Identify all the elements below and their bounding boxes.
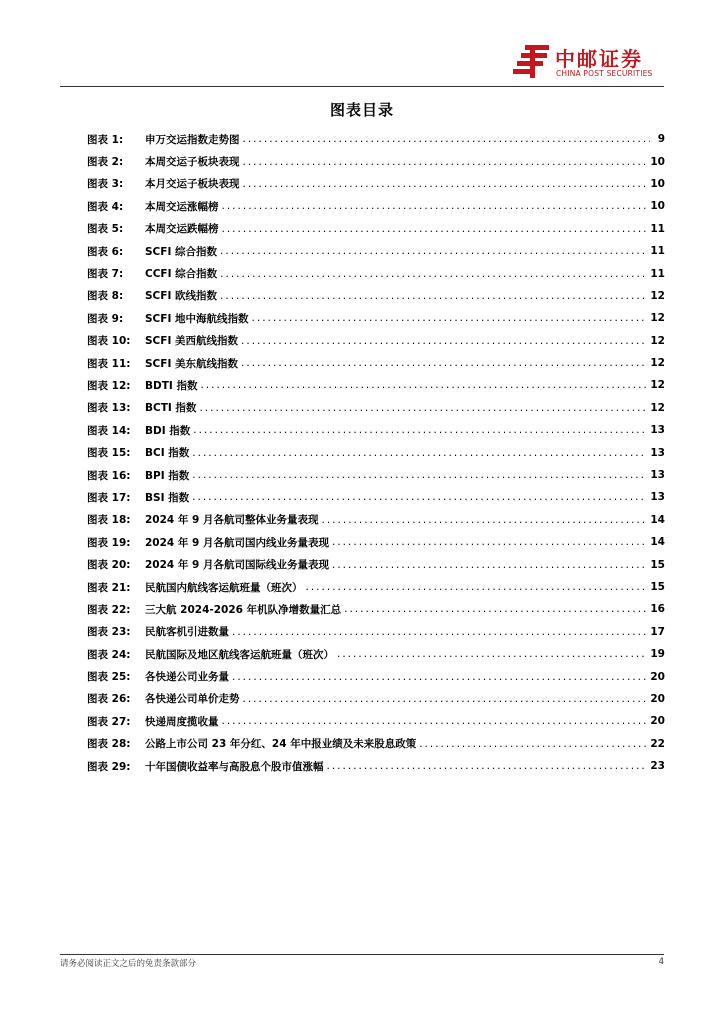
toc-label: 图表 17: — [87, 491, 131, 504]
toc-label: 图表 9: — [87, 312, 124, 325]
toc-page: 11 — [650, 245, 665, 258]
china-post-logo-icon — [513, 42, 551, 80]
toc-page: 20 — [650, 715, 665, 728]
toc-entry[interactable] — [87, 352, 665, 374]
toc-page: 13 — [650, 424, 665, 437]
toc-page: 12 — [650, 357, 665, 370]
toc-title: BDTI 指数 — [145, 379, 198, 392]
toc-leader — [243, 178, 648, 190]
toc-label: 图表 16: — [87, 469, 131, 482]
toc-title: 三大航 2024-2026 年机队净增数量汇总 — [145, 603, 342, 616]
toc-title: 申万交运指数走势图 — [145, 133, 240, 146]
toc-label: 图表 6: — [87, 245, 124, 258]
toc-entry[interactable] — [87, 374, 665, 396]
toc-leader — [222, 223, 648, 235]
toc-entry[interactable] — [87, 441, 665, 463]
toc-leader — [241, 357, 647, 369]
toc-title: 本周交运跌幅榜 — [145, 223, 219, 236]
toc-label: 图表 10: — [87, 335, 131, 348]
toc-leader — [243, 693, 648, 705]
toc-label: 图表 20: — [87, 559, 131, 572]
footer-divider — [60, 954, 664, 955]
toc-page: 10 — [650, 155, 665, 168]
toc-leader — [220, 290, 647, 302]
toc-label: 图表 12: — [87, 379, 131, 392]
toc-title: CCFI 综合指数 — [145, 268, 218, 281]
toc-page: 13 — [650, 469, 665, 482]
toc-leader — [332, 559, 647, 571]
toc-page: 20 — [650, 670, 665, 683]
toc-entry[interactable] — [87, 128, 665, 150]
toc-entry[interactable] — [87, 576, 665, 598]
toc-title: SCFI 美西航线指数 — [145, 335, 239, 348]
toc-entry[interactable] — [87, 598, 665, 620]
toc-title: SCFI 欧线指数 — [145, 290, 218, 303]
toc-label: 图表 14: — [87, 424, 131, 437]
toc-title: 2024 年 9 月各航司整体业务量表现 — [145, 514, 319, 527]
company-logo — [513, 42, 673, 82]
toc-entry[interactable] — [87, 330, 665, 352]
toc-page: 13 — [650, 446, 665, 459]
toc-title: BCI 指数 — [145, 447, 190, 460]
toc-label: 图表 18: — [87, 514, 131, 527]
page-title: 图表目录 — [329, 101, 394, 119]
toc-page: 20 — [650, 692, 665, 705]
toc-page: 11 — [650, 222, 665, 235]
toc-page: 17 — [650, 625, 665, 638]
toc-page: 12 — [650, 401, 665, 414]
toc-title: 民航国际及地区航线客运航班量（班次） — [145, 648, 334, 661]
toc-title: 2024 年 9 月各航司国际线业务量表现 — [145, 559, 329, 572]
toc-leader — [327, 760, 648, 772]
toc-label: 图表 19: — [87, 536, 131, 549]
toc-leader — [243, 133, 651, 145]
toc-page: 15 — [650, 581, 665, 593]
toc-title: 本周交运涨幅榜 — [145, 200, 219, 213]
toc-leader — [344, 603, 647, 615]
toc-leader — [241, 335, 647, 347]
toc-entry[interactable] — [87, 553, 665, 575]
toc-leader — [222, 200, 648, 212]
toc-entry[interactable] — [87, 195, 665, 217]
toc-page: 10 — [650, 177, 665, 190]
toc-leader — [192, 469, 647, 481]
toc-title: 各快递公司单价走势 — [145, 693, 240, 706]
toc-entry[interactable] — [87, 710, 665, 732]
toc-leader — [243, 156, 648, 168]
toc-label: 图表 15: — [87, 447, 131, 460]
toc-title: BSI 指数 — [145, 491, 190, 504]
toc-page: 11 — [650, 267, 665, 280]
toc-title: BDI 指数 — [145, 424, 191, 437]
toc-label: 图表 1: — [87, 133, 124, 146]
toc-page: 12 — [650, 334, 665, 347]
toc-entry[interactable] — [87, 486, 665, 508]
table-of-figures — [87, 128, 665, 777]
toc-page: 16 — [650, 603, 665, 616]
toc-entry[interactable] — [87, 419, 665, 441]
logo-english-name: CHINA POST SECURITIES — [556, 69, 653, 78]
toc-page: 15 — [650, 558, 665, 571]
toc-entry[interactable] — [87, 285, 665, 307]
toc-label: 图表 2: — [87, 156, 124, 169]
toc-title: SCFI 地中海航线指数 — [145, 312, 249, 325]
toc-page: 23 — [650, 760, 665, 773]
toc-leader — [222, 715, 648, 727]
toc-label: 图表 23: — [87, 626, 131, 639]
toc-entry[interactable] — [87, 307, 665, 329]
toc-leader — [192, 447, 647, 459]
toc-leader — [232, 671, 647, 683]
toc-page: 19 — [650, 648, 665, 661]
toc-label: 图表 29: — [87, 760, 131, 773]
toc-entry[interactable] — [87, 509, 665, 531]
toc-label: 图表 5: — [87, 223, 124, 236]
toc-leader — [332, 536, 647, 548]
toc-leader — [200, 379, 647, 391]
toc-title: 各快递公司业务量 — [145, 671, 229, 684]
toc-entry[interactable] — [87, 665, 665, 687]
toc-title: 快递周度揽收量 — [145, 715, 219, 728]
toc-leader — [337, 648, 647, 660]
toc-leader — [220, 245, 647, 257]
toc-label: 图表 7: — [87, 268, 124, 281]
toc-entry[interactable] — [87, 755, 665, 777]
toc-entry[interactable] — [87, 218, 665, 240]
toc-label: 图表 22: — [87, 603, 131, 616]
toc-leader — [220, 268, 647, 280]
toc-page: 22 — [650, 737, 665, 750]
toc-page: 12 — [650, 289, 665, 302]
toc-label: 图表 27: — [87, 715, 131, 728]
toc-page: 14 — [650, 513, 665, 526]
toc-label: 图表 26: — [87, 693, 131, 706]
toc-label: 图表 3: — [87, 178, 124, 191]
toc-label: 图表 28: — [87, 738, 131, 751]
toc-title: 民航国内航线客运航班量（班次） — [145, 581, 303, 594]
toc-page: 12 — [650, 379, 665, 392]
toc-entry[interactable] — [87, 643, 665, 665]
toc-leader — [192, 491, 647, 503]
toc-page: 9 — [657, 133, 665, 146]
header-divider — [60, 86, 664, 87]
toc-page: 10 — [650, 200, 665, 213]
toc-label: 图表 8: — [87, 290, 124, 303]
toc-page: 12 — [650, 312, 665, 325]
footer-disclaimer: 请务必阅读正文之后的免责条款部分 — [60, 959, 197, 969]
toc-page: 13 — [650, 491, 665, 504]
toc-title: 本月交运子板块表现 — [145, 178, 240, 191]
toc-entry[interactable] — [87, 733, 665, 755]
toc-leader — [419, 738, 647, 750]
toc-title: 公路上市公司 23 年分红、24 年中报业绩及未来股息政策 — [145, 738, 417, 751]
toc-title: SCFI 综合指数 — [145, 245, 218, 258]
toc-page: 14 — [650, 536, 665, 549]
toc-label: 图表 24: — [87, 648, 131, 661]
toc-leader — [232, 626, 647, 638]
toc-entry[interactable] — [87, 688, 665, 710]
toc-title: 2024 年 9 月各航司国内线业务量表现 — [145, 536, 329, 549]
toc-title: BPI 指数 — [145, 469, 190, 482]
toc-label: 图表 4: — [87, 200, 124, 213]
toc-label: 图表 21: — [87, 581, 131, 594]
toc-label: 图表 13: — [87, 402, 131, 415]
toc-entry[interactable] — [87, 240, 665, 262]
toc-entry[interactable] — [87, 262, 665, 284]
toc-title: SCFI 美东航线指数 — [145, 357, 239, 370]
toc-leader — [199, 402, 647, 414]
toc-entry[interactable] — [87, 150, 665, 172]
toc-label: 图表 11: — [87, 357, 131, 370]
toc-label: 图表 25: — [87, 671, 131, 684]
toc-entry[interactable] — [87, 397, 665, 419]
toc-entry[interactable] — [87, 531, 665, 553]
toc-entry[interactable] — [87, 464, 665, 486]
logo-chinese-name: 中邮证券 — [555, 47, 643, 71]
toc-title: BCTI 指数 — [145, 402, 197, 415]
toc-title: 本周交运子板块表现 — [145, 156, 240, 169]
toc-leader — [252, 312, 648, 324]
toc-leader — [306, 581, 648, 593]
toc-entry[interactable] — [87, 173, 665, 195]
toc-entry[interactable] — [87, 621, 665, 643]
toc-title: 十年国债收益率与高股息个股市值涨幅 — [145, 760, 324, 773]
toc-leader — [322, 514, 648, 526]
page-number: 4 — [658, 957, 664, 967]
toc-title: 民航客机引进数量 — [145, 626, 229, 639]
toc-leader — [193, 424, 647, 436]
